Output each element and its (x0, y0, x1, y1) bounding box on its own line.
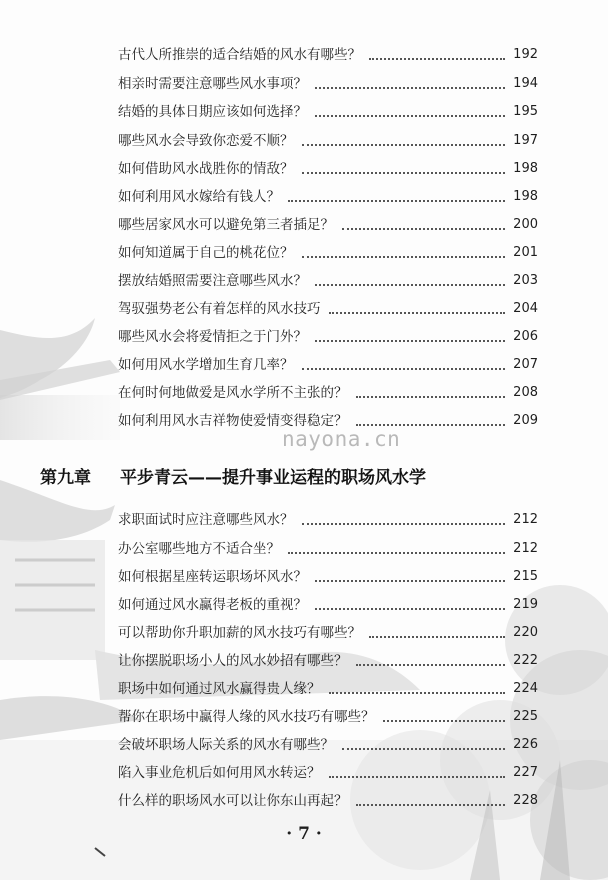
entry-title: 职场中如何通过风水赢得贵人缘？ (118, 681, 321, 697)
dot-leader (302, 523, 506, 525)
entry-page: 215 (513, 569, 538, 584)
entry-title: 古代人所推崇的适合结婚的风水有哪些？ (118, 47, 361, 63)
entry-title: 摆放结婚照需要注意哪些风水？ (118, 273, 307, 289)
dot-leader (369, 58, 505, 60)
toc-entry[interactable] (118, 100, 538, 122)
toc-entry[interactable] (118, 157, 538, 179)
dot-leader (315, 608, 505, 610)
entry-page: 219 (513, 597, 538, 612)
entry-page: 212 (513, 541, 538, 556)
entry-page: 203 (513, 273, 538, 288)
dot-leader (302, 368, 506, 370)
chapter-label: 第九章 (40, 468, 91, 488)
entry-page: 220 (513, 625, 538, 640)
entry-title: 让你摆脱职场小人的风水妙招有哪些？ (118, 653, 348, 669)
toc-entry[interactable] (118, 789, 538, 811)
entry-page: 227 (513, 765, 538, 780)
dot-leader (369, 636, 505, 638)
dot-leader (288, 552, 505, 554)
dot-leader (329, 312, 506, 314)
entry-title: 如何通过风水赢得老板的重视？ (118, 597, 307, 613)
entry-title: 哪些居家风水可以避免第三者插足？ (118, 217, 334, 233)
entry-page: 194 (513, 76, 538, 91)
entry-page: 225 (513, 709, 538, 724)
dot-leader (342, 228, 505, 230)
entry-title: 如何根据星座转运职场坏风水？ (118, 569, 307, 585)
watermark-text: nayona.cn (282, 427, 401, 451)
dot-leader (342, 748, 505, 750)
toc-entry[interactable] (118, 537, 538, 559)
toc-entry[interactable] (118, 733, 538, 755)
toc-entry[interactable] (118, 565, 538, 587)
chapter-heading[interactable] (40, 463, 560, 488)
dot-leader (356, 396, 506, 398)
toc-entry[interactable] (118, 72, 538, 94)
entry-title: 如何知道属于自己的桃花位？ (118, 245, 294, 261)
entry-title: 如何用风水学增加生育几率？ (118, 357, 294, 373)
entry-page: 208 (513, 385, 538, 400)
dot-leader (315, 580, 505, 582)
entry-page: 204 (513, 301, 538, 316)
dot-leader (329, 692, 506, 694)
entry-page: 201 (513, 245, 538, 260)
dot-leader (356, 424, 506, 426)
toc-entry[interactable] (118, 213, 538, 235)
entry-page: 226 (513, 737, 538, 752)
dot-leader (356, 804, 506, 806)
toc-entry[interactable] (118, 649, 538, 671)
dot-leader (302, 256, 506, 258)
toc-entry[interactable] (118, 325, 538, 347)
entry-page: 192 (513, 47, 538, 62)
entry-title: 相亲时需要注意哪些风水事项？ (118, 76, 307, 92)
toc-entry[interactable] (118, 761, 538, 783)
entry-page: 197 (513, 133, 538, 148)
entry-title: 驾驭强势老公有着怎样的风水技巧 (118, 301, 321, 317)
dot-leader (329, 776, 506, 778)
toc-entry[interactable] (118, 593, 538, 615)
entry-page: 198 (513, 189, 538, 204)
toc-entry[interactable] (118, 297, 538, 319)
entry-title: 可以帮助你升职加薪的风水技巧有哪些？ (118, 625, 361, 641)
toc-entry[interactable] (118, 621, 538, 643)
entry-title: 办公室哪些地方不适合坐？ (118, 541, 280, 557)
entry-title: 帮你在职场中赢得人缘的风水技巧有哪些？ (118, 709, 375, 725)
toc-entry[interactable] (118, 353, 538, 375)
entry-title: 哪些风水会导致你恋爱不顺？ (118, 133, 294, 149)
dot-leader (288, 200, 505, 202)
entry-title: 哪些风水会将爱情拒之于门外？ (118, 329, 307, 345)
dot-leader (302, 172, 506, 174)
entry-title: 会破坏职场人际关系的风水有哪些？ (118, 737, 334, 753)
entry-title: 陷入事业危机后如何用风水转运？ (118, 765, 321, 781)
entry-page: 209 (513, 413, 538, 428)
entry-page: 195 (513, 104, 538, 119)
entry-title: 如何利用风水嫁给有钱人？ (118, 189, 280, 205)
dot-leader (383, 720, 506, 722)
dot-leader (315, 284, 505, 286)
toc-entry[interactable] (118, 705, 538, 727)
entry-title: 如何利用风水吉祥物使爱情变得稳定？ (118, 413, 348, 429)
dot-leader (356, 664, 506, 666)
dot-leader (302, 144, 506, 146)
entry-title: 求职面试时应注意哪些风水？ (118, 512, 294, 528)
toc-entry[interactable] (118, 185, 538, 207)
entry-title: 结婚的具体日期应该如何选择？ (118, 104, 307, 120)
chapter-title: 平步青云——提升事业运程的职场风水学 (120, 468, 426, 488)
entry-page: 222 (513, 653, 538, 668)
page-number: · 7 · (286, 824, 322, 844)
dot-leader (315, 87, 505, 89)
entry-page: 200 (513, 217, 538, 232)
toc-entry[interactable] (118, 381, 538, 403)
toc-entry[interactable] (118, 677, 538, 699)
entry-title: 如何借助风水战胜你的情敌？ (118, 161, 294, 177)
toc-entry[interactable] (118, 269, 538, 291)
toc-entry[interactable] (118, 241, 538, 263)
entry-page: 228 (513, 793, 538, 808)
dot-leader (315, 115, 505, 117)
entry-page: 212 (513, 512, 538, 527)
toc-entry[interactable] (118, 129, 538, 151)
dot-leader (315, 340, 505, 342)
entry-title: 什么样的职场风水可以让你东山再起？ (118, 793, 348, 809)
entry-title: 在何时何地做爱是风水学所不主张的？ (118, 385, 348, 401)
entry-page: 206 (513, 329, 538, 344)
entry-page: 198 (513, 161, 538, 176)
toc-entry[interactable] (118, 508, 538, 530)
toc-entry[interactable] (118, 43, 538, 65)
entry-page: 207 (513, 357, 538, 372)
entry-page: 224 (513, 681, 538, 696)
